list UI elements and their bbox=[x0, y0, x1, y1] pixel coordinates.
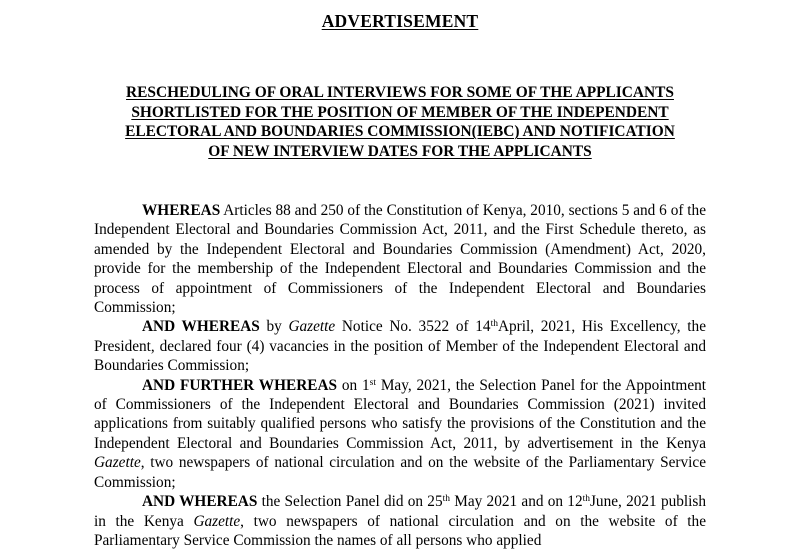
heading-line: ELECTORAL AND BOUNDARIES COMMISSION(IEBC) AND NOTIFICATION bbox=[125, 123, 675, 140]
gazette-italic: Gazette bbox=[94, 454, 141, 472]
heading-line: OF NEW INTERVIEW DATES FOR THE APPLICANTS bbox=[208, 142, 592, 160]
paragraph-text: Notice No. 3522 of 14 bbox=[335, 318, 491, 336]
paragraph-and-further-whereas bbox=[94, 376, 706, 492]
paragraph-whereas bbox=[94, 201, 706, 317]
paragraph-text: May, 2021, the Selection Panel for the Appointment of Commissioners of the Independent Electoral and Boundaries Commission (2021) invited applications from suitably qualified persons who satisfy the provisions of the Constitution and the Independent Electoral and Boundaries Commission Act, 2011, by advertisement in the Kenya bbox=[94, 376, 707, 452]
paragraph-text: on 1 bbox=[337, 376, 370, 394]
ordinal-suffix: th bbox=[582, 494, 590, 505]
paragraph-text: , two newspapers of national circulation and on the website of the Parliamentary Service Commission; bbox=[94, 454, 706, 491]
paragraph-text: by bbox=[259, 318, 289, 336]
paragraph-text: , two newspapers of national circulation and on the website of the Parliamentary Service Commission the names of all persons who applied bbox=[94, 512, 706, 549]
paragraph-lead: AND FURTHER WHEREAS bbox=[142, 376, 337, 394]
heading-line: RESCHEDULING OF ORAL INTERVIEWS FOR SOME OF THE APPLICANTS bbox=[126, 84, 674, 101]
heading-line: SHORTLISTED FOR THE POSITION OF MEMBER OF THE INDEPENDENT bbox=[131, 103, 669, 121]
paragraph-lead: AND WHEREAS bbox=[142, 493, 258, 511]
paragraph-lead: AND WHEREAS bbox=[142, 318, 260, 336]
gazette-italic: Gazette bbox=[288, 318, 336, 336]
paragraph-and-whereas-gazette bbox=[94, 317, 706, 375]
ordinal-suffix: st bbox=[369, 377, 376, 388]
ordinal-suffix: th bbox=[442, 494, 450, 505]
notice-heading bbox=[94, 83, 706, 161]
paragraph-text: May 2021 and on 12 bbox=[450, 493, 583, 511]
paragraph-lead: WHEREAS bbox=[142, 202, 221, 219]
ordinal-suffix: th bbox=[490, 319, 498, 330]
paragraph-and-whereas-panel bbox=[94, 492, 706, 550]
notice-body bbox=[94, 201, 706, 550]
gazette-italic: Gazette bbox=[193, 512, 241, 530]
paragraph-text: Articles 88 and 250 of the Constitution of Kenya, 2010, sections 5 and 6 of the Independent Electoral and Boundaries Commission Act, 2011, and the First Schedule thereto, as amended by the Independent Electoral and Boundaries Commission (Amendment) Act, 2020, provide for the membership of the Independent Electoral and Boundaries Commission and the process of appointment of Commissioners of the Independent Electoral and Boundaries Commission; bbox=[94, 202, 706, 317]
paragraph-text: April, 2021, His Excellency, the President, declared four (4) vacancies in the position of Member of the Independent Electoral and Boundaries Commission; bbox=[94, 318, 706, 375]
document-title: ADVERTISEMENT bbox=[321, 11, 479, 31]
paragraph-text: June, 2021 publish in the Kenya bbox=[94, 493, 706, 530]
paragraph-text: the Selection Panel did on 25 bbox=[257, 493, 443, 511]
